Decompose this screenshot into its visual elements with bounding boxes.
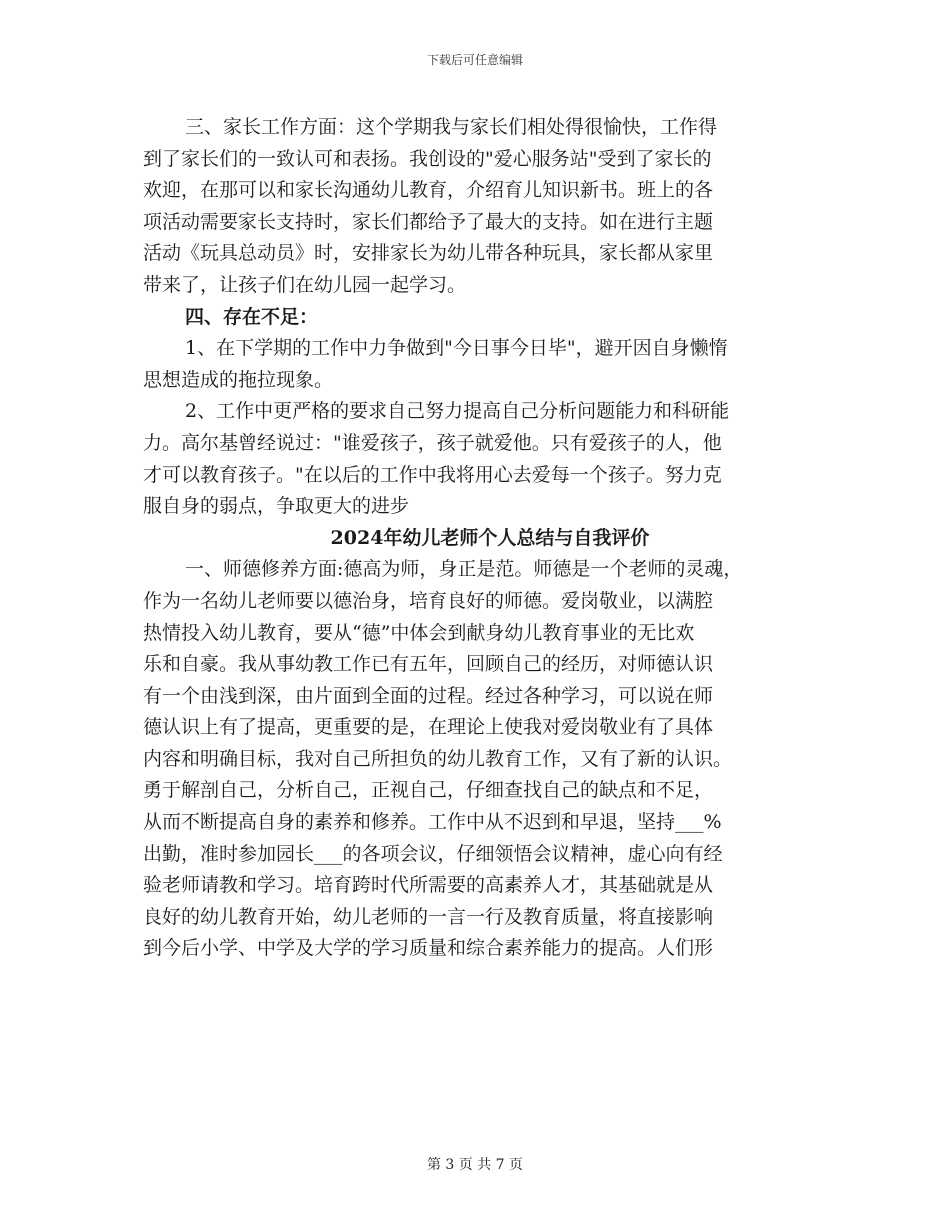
document-body [143, 112, 807, 965]
paragraph-line: 力。高尔基曾经说过："谁爱孩子，孩子就爱他。只有爱孩子的人，他 [143, 431, 722, 454]
paragraph-line: 三、家长工作方面：这个学期我与家长们相处得很愉快，工作得 [185, 116, 718, 138]
paragraph-line: 德认识上有了提高，更重要的是，在理论上使我对爱岗敬业有了具体 [143, 716, 714, 739]
paragraph-line: 活动《玩具总动员》时，安排家长为幼儿带各种玩具，家长都从家里 [143, 242, 714, 265]
paragraph-line: 欢迎，在那可以和家长沟通幼儿教育，介绍育儿知识新书。班上的各 [143, 179, 714, 202]
paragraph-line: 验老师请教和学习。培育跨时代所需要的高素养人才，其基础就是从 [143, 874, 714, 897]
paragraph-line: 到了家长们的一致认可和表扬。我创设的"爱心服务站"受到了家长的 [143, 147, 712, 170]
paragraph-line: 内容和明确目标，我对自己所担负的幼儿教育工作，又有了新的认识。 [143, 747, 733, 770]
document-title: 2024年幼儿老师个人总结与自我评价 [330, 526, 650, 549]
paragraph-line: 作为一名幼儿老师要以德治身，培育良好的师德。爱岗敬业，以满腔 [143, 589, 714, 612]
paragraph-line: 乐和自豪。我从事幼教工作已有五年，回顾自己的经历，对师德认识 [143, 653, 714, 676]
paragraph-line: 一、师德修养方面:德高为师，身正是范。师德是一个老师的灵魂， [185, 558, 743, 581]
paragraph-line: 才可以教育孩子。"在以后的工作中我将用心去爱每一个孩子。努力克 [143, 463, 722, 486]
paragraph-line: 有一个由浅到深，由片面到全面的过程。经过各种学习，可以说在师 [143, 684, 714, 707]
paragraph-line: 出勤，准时参加园长___的各项会议，仔细领悟会议精神，虚心向有经 [143, 842, 723, 865]
paragraph-line: 从而不断提高自身的素养和修养。工作中从不迟到和早退，坚持___% [143, 811, 722, 834]
paragraph-line: 带来了，让孩子们在幼儿园一起学习。 [143, 273, 467, 296]
section-heading: 四、存在不足： [185, 305, 319, 328]
paragraph-line: 良好的幼儿教育开始，幼儿老师的一言一行及教育质量，将直接影响 [143, 905, 714, 928]
paragraph-line: 到今后小学、中学及大学的学习质量和综合素养能力的提高。人们形 [143, 937, 714, 960]
page-number: 第 3 页 共 7 页 [426, 1157, 524, 1173]
paragraph-line: 1、在下学期的工作中力争做到"今日事今日毕"，避开因自身懒惰 [185, 337, 728, 360]
paragraph-line: 思想造成的拖拉现象。 [143, 368, 334, 391]
paragraph-line: 项活动需要家长支持时，家长们都给予了最大的支持。如在进行主题 [143, 210, 714, 233]
page-header-note: 下载后可任意编辑 [426, 53, 523, 67]
paragraph-line: 服自身的弱点，争取更大的进步 [143, 495, 410, 518]
paragraph-line: 2、工作中更严格的要求自己努力提高自己分析问题能力和科研能 [185, 400, 730, 423]
paragraph-line: 热情投入幼儿教育，要从“德”中体会到献身幼儿教育事业的无比欢 [143, 621, 695, 644]
paragraph-line: 勇于解剖自己，分析自己，正视自己，仔细查找自己的缺点和不足， [143, 779, 714, 802]
